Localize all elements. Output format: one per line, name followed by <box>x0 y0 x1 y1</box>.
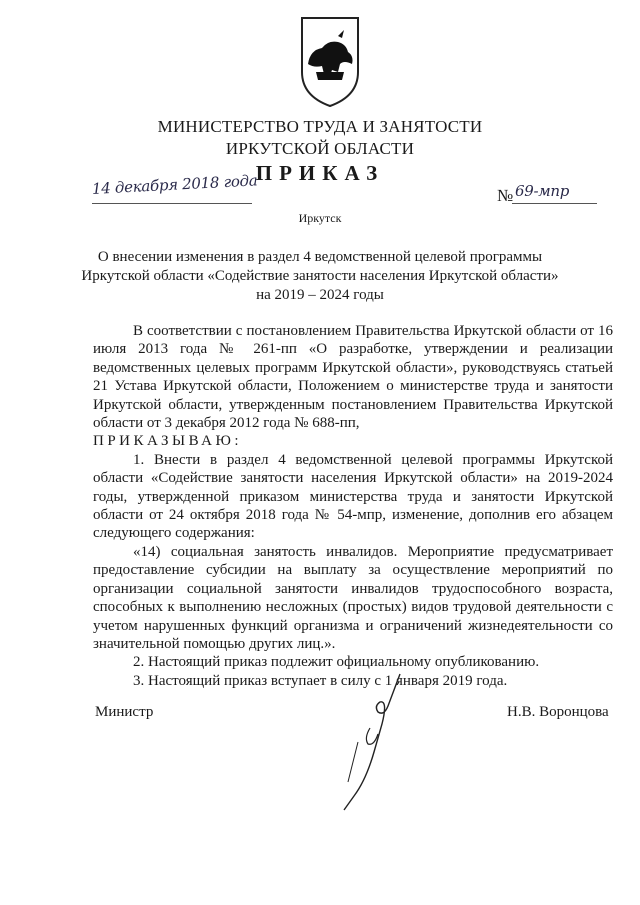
order-body <box>93 322 613 690</box>
item-1-paragraph: 1. Внести в раздел 4 ведомственной целевой программы Иркутской области «Содействие занятости населения Иркутской области» на 2019-2024 годы, утвержденной приказом министерства труда и занятости Иркутской области от 24 октября 2018 года № 54-мпр, изменение, дополнив его абзацем следующего содержания: <box>93 451 613 542</box>
item-2-paragraph: 2. Настоящий приказ подлежит официальному опубликованию. <box>133 654 540 671</box>
coat-of-arms-icon <box>294 10 366 110</box>
number-label: № <box>497 186 514 205</box>
subject-line-1: О внесении изменения в раздел 4 ведомственной целевой программы <box>97 249 543 265</box>
signature-image <box>318 672 408 812</box>
document-title: ПРИКАЗ <box>255 161 385 185</box>
item-3-paragraph: 3. Настоящий приказ вступает в силу с 1 января 2019 года. <box>133 672 508 689</box>
preamble-paragraph: В соответствии с постановлением Правительства Иркутской области от 16 июля 2013 года № 261-пп «О разработке, утверждении и реализации ведомственных целевых программ Иркутской области», руководствуясь статьей 21 Устава Иркутской области, Положением о министерстве труда и занятости Иркутской области, утвержденным постановлением Правительства Иркутской области от 3 декабря 2012 года № 688-пп, <box>93 323 613 432</box>
ministry-name <box>0 116 640 160</box>
city-name: Иркутск <box>298 211 342 225</box>
subject-line-2: Иркутской области «Содействие занятости населения Иркутской области» <box>81 268 559 284</box>
order-word: ПРИКАЗЫВАЮ: <box>93 433 243 450</box>
subject-line-3: на 2019 – 2024 годы <box>256 287 384 303</box>
item-1-quote-paragraph: «14) социальная занятость инвалидов. Мероприятие предусматривает предоставление субсидии на выплату за осуществление мероприятий по организации социальной занятости инвалидов трудоспособного возраста, способных к выполнению несложных (простых) видов трудовой деятельности с учетом нарушенных функций организма и ограничений жизнедеятельности со значительной помощью других лиц.». <box>93 543 613 652</box>
number-underline <box>512 203 597 204</box>
handwritten-number: 69-мпр <box>515 182 570 200</box>
ministry-line-2: ИРКУТСКОЙ ОБЛАСТИ <box>225 139 415 158</box>
order-subject <box>0 248 640 305</box>
ministry-line-1: МИНИСТЕРСТВО ТРУДА И ЗАНЯТОСТИ <box>157 117 483 136</box>
date-underline <box>92 203 252 204</box>
handwritten-date: 14 декабря 2018 года <box>91 171 258 198</box>
signatory-position: Министр <box>95 704 154 720</box>
signatory-name: Н.В. Воронцова <box>507 704 609 720</box>
